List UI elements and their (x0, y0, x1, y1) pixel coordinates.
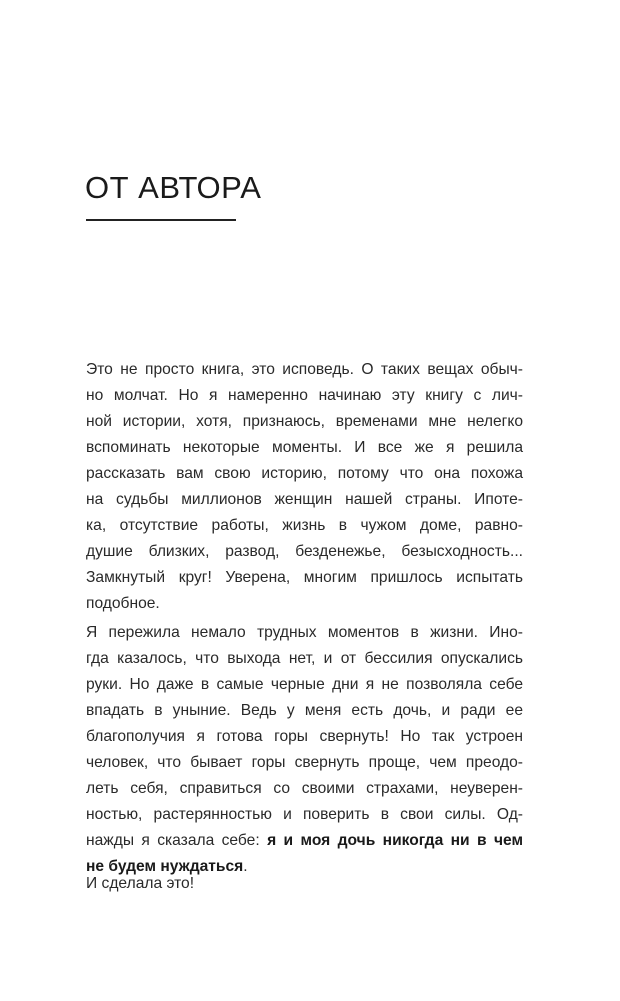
paragraph-1 (86, 357, 523, 617)
text-line (86, 828, 523, 854)
text-line: душие близких, развод, безденежье, безысходность... (86, 543, 523, 560)
text-line: руки. Но даже в самые черные дни я не позволяла себе (86, 676, 523, 693)
text-line: впадать в уныние. Ведь у меня есть дочь, и ради ее (86, 702, 523, 719)
text-line: Замкнутый круг! Уверена, многим пришлось испытать (86, 569, 523, 586)
text-line: ностью, растерянностью и поверить в свои силы. Од- (86, 806, 523, 823)
emphasis-text: не будем нуждаться (86, 858, 244, 875)
emphasis-text: я и моя дочь никогда ни в чем (267, 832, 524, 849)
text-line: вспоминать некоторые моменты. И все же я решила (86, 439, 523, 456)
title-underline (86, 219, 236, 221)
text-line: рассказать вам свою историю, потому что она похожа (86, 465, 523, 482)
text-line: ка, отсутствие работы, жизнь в чужом доме, равно- (86, 517, 523, 534)
text-line: Это не просто книга, это исповедь. О таких вещах обыч- (86, 361, 523, 378)
paragraph-2 (86, 620, 523, 880)
text-normal: нажды я сказала себе: (86, 832, 268, 849)
text-line: ной истории, хотя, признаюсь, временами мне нелегко (86, 413, 523, 430)
text-line: подобное. (86, 595, 160, 612)
text-line: леть себя, справиться со своими страхами, неуверен- (86, 780, 523, 797)
text-line: на судьбы миллионов женщин нашей страны. Ипоте- (86, 491, 523, 508)
chapter-title: ОТ АВТОРА (85, 170, 262, 205)
text-line: человек, что бывает горы свернуть проще, чем преодо- (86, 754, 523, 771)
text-normal: . (243, 858, 248, 875)
text-line: благополучия я готова горы свернуть! Но так устроен (86, 728, 523, 745)
text-line: И сделала это! (86, 875, 195, 892)
text-line: гда казалось, что выхода нет, и от бессилия опускались (86, 650, 523, 667)
text-line: но молчат. Но я намеренно начинаю эту книгу с лич- (86, 387, 523, 404)
text-line: Я пережила немало трудных моментов в жизни. Ино- (86, 624, 523, 641)
paragraph-3 (86, 871, 523, 897)
